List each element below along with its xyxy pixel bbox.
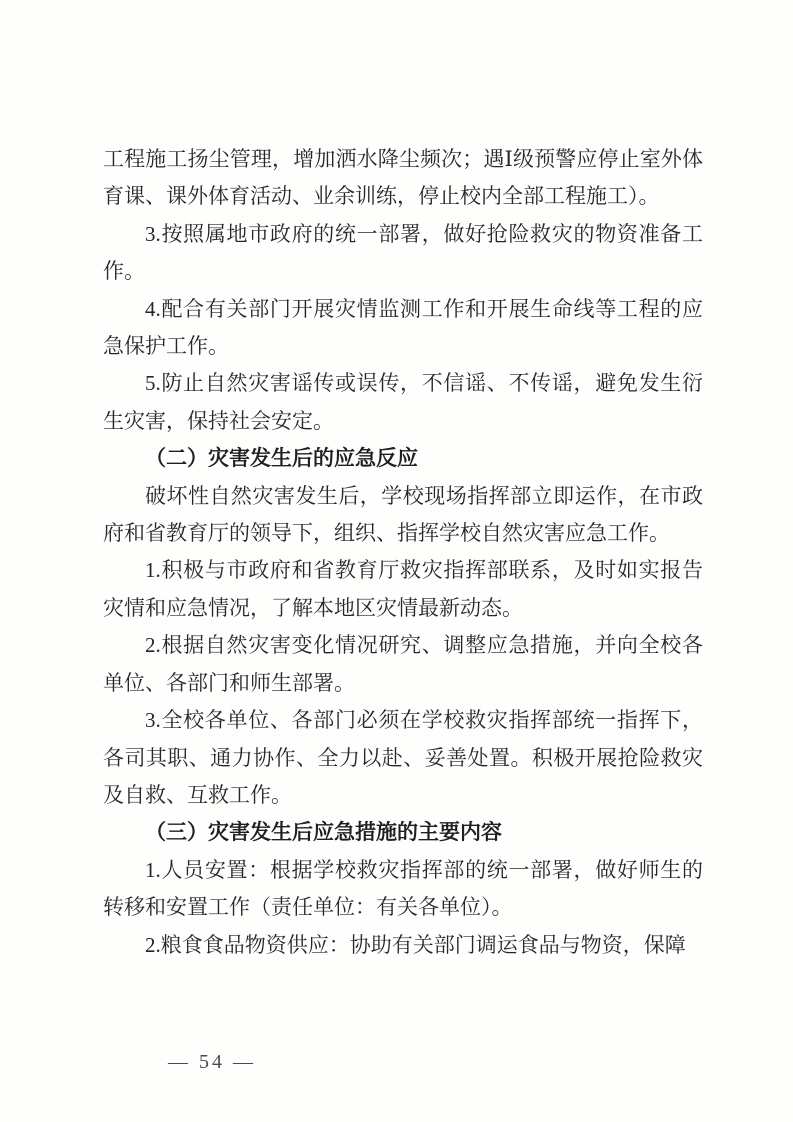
paragraph: 2.粮食食品物资供应：协助有关部门调运食品与物资，保障: [145, 932, 686, 957]
paragraph: 4.配合有关部门开展灾情监测工作和开展生命线等工程的应急保护工作。: [103, 296, 703, 359]
section-heading: （三）灾害发生后应急措施的主要内容: [145, 820, 502, 845]
page-number: — 54 —: [168, 1051, 256, 1073]
paragraph: 破坏性自然灾害发生后，学校现场指挥部立即运作，在市政府和省教育厅的领导下，组织、指挥学校自然灾害应急工作。: [103, 483, 703, 546]
paragraph: 5.防止自然灾害谣传或误传，不信谣、不传谣，避免发生衍生灾害，保持社会安定。: [103, 371, 703, 433]
paragraph: 工程施工扬尘管理，增加洒水降尘频次；遇Ⅰ级预警应停止室外体育课、课外体育活动、业余训练，停止校内全部工程施工）。: [103, 147, 703, 209]
page-footer: [136, 1017, 256, 1107]
paragraph: 1.人员安置：根据学校救灾指挥部的统一部署，做好师生的转移和安置工作（责任单位：有关各单位）。: [103, 857, 703, 920]
section-heading: （二）灾害发生后的应急反应: [145, 446, 418, 471]
paragraph: 1.积极与市政府和省教育厅救灾指挥部联系，及时如实报告灾情和应急情况，了解本地区灾情最新动态。: [103, 558, 703, 620]
document-body: [103, 141, 703, 964]
paragraph: 3.全校各单位、各部门必须在学校救灾指挥部统一指挥下，各司其职、通力协作、全力以赴、妥善处置。积极开展抢险救灾及自救、互救工作。: [103, 708, 703, 807]
paragraph: 3.按照属地市政府的统一部署，做好抢险救灾的物资准备工作。: [103, 221, 703, 284]
paragraph: 2.根据自然灾害变化情况研究、调整应急措施，并向全校各单位、各部门和师生部署。: [103, 633, 703, 695]
